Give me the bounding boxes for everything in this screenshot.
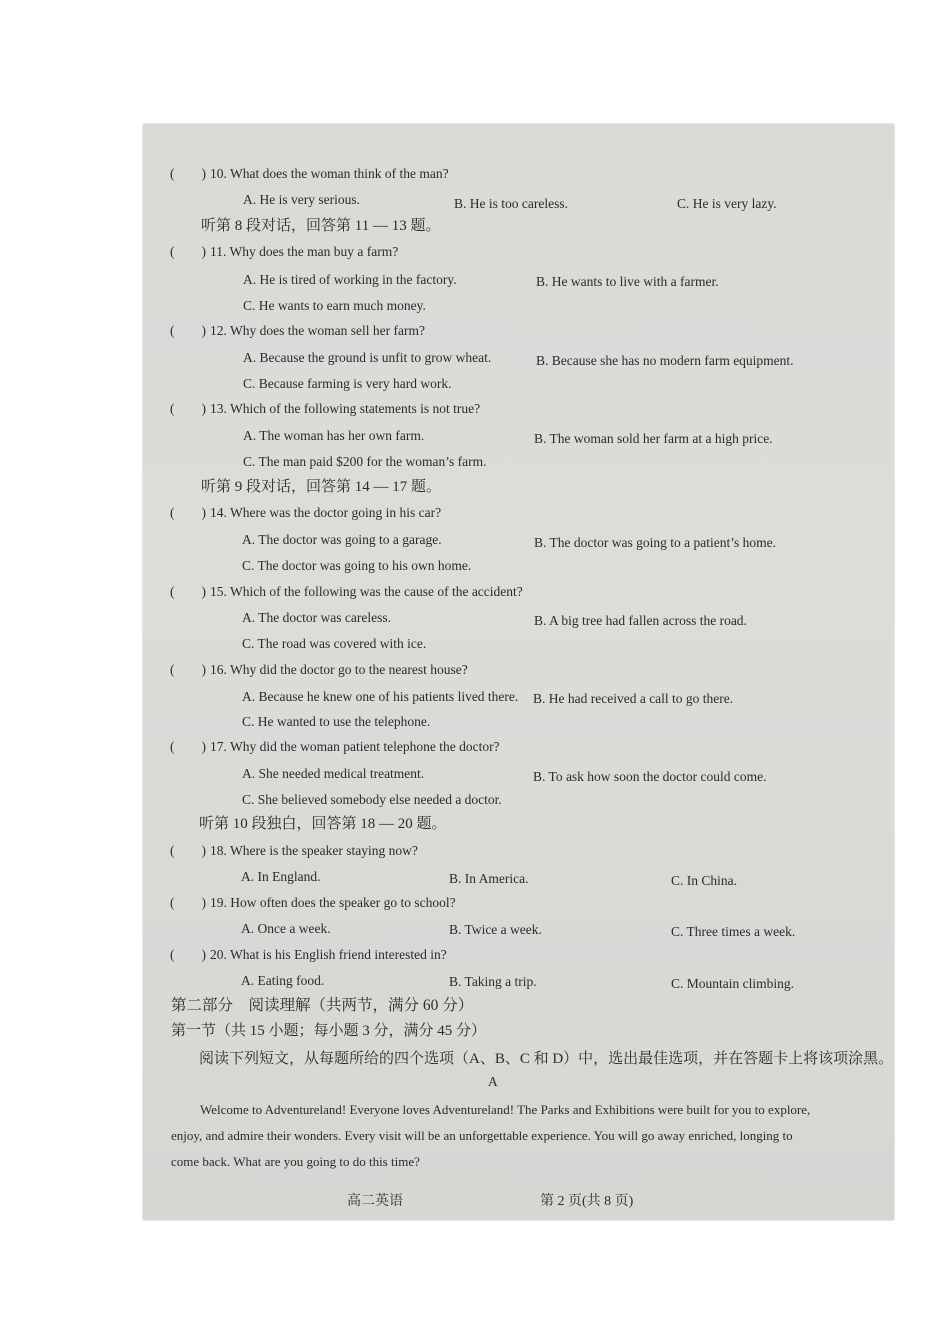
question-number: 14	[210, 505, 224, 520]
question-text: Which of the following statements is not true?	[230, 401, 481, 416]
question-13: ( ) 13. Which of the following statements is not true?	[170, 401, 481, 416]
question-number: 10	[210, 166, 224, 181]
passage-letter: A	[488, 1074, 498, 1089]
answer-blank: ( )	[170, 843, 206, 858]
option-a: A. Because he knew one of his patients lived there.	[242, 689, 519, 704]
option-b: B. Twice a week.	[449, 922, 542, 937]
passage-line: enjoy, and admire their wonders. Every visit will be an unforgettable experience. You will go away enriched, longing to	[171, 1128, 793, 1143]
question-12: ( ) 12. Why does the woman sell her farm?	[170, 323, 425, 338]
question-number: 17	[210, 739, 224, 754]
question-16: ( ) 16. Why did the doctor go to the nearest house?	[170, 662, 468, 677]
option-b: B. He had received a call to go there.	[533, 691, 734, 706]
option-c: C. He wanted to use the telephone.	[242, 714, 431, 729]
option-b: B. Because she has no modern farm equipment.	[536, 353, 794, 368]
footer-page-number: 第 2 页(共 8 页)	[540, 1194, 634, 1209]
answer-blank: ( )	[170, 401, 206, 416]
question-text: Where is the speaker staying now?	[230, 843, 418, 858]
question-text: Why did the woman patient telephone the doctor?	[230, 739, 500, 754]
answer-blank: ( )	[170, 244, 206, 259]
question-text: What is his English friend interested in?	[230, 947, 447, 962]
option-c: C. The man paid $200 for the woman’s farm.	[243, 454, 487, 469]
question-text: Where was the doctor going in his car?	[230, 505, 442, 520]
question-11: ( ) 11. Why does the man buy a farm?	[170, 244, 399, 259]
option-b: B. Taking a trip.	[449, 974, 537, 989]
section-subtitle: 第一节（共 15 小题；每小题 3 分，满分 45 分）	[171, 1023, 487, 1039]
option-b: B. The doctor was going to a patient’s home.	[534, 535, 776, 550]
option-c: C. In China.	[671, 873, 737, 888]
question-number: 12	[210, 323, 224, 338]
question-text: Why does the man buy a farm?	[229, 244, 399, 259]
option-c: C. Three times a week.	[671, 924, 796, 939]
option-c: C. The road was covered with ice.	[242, 636, 427, 651]
section-heading: 听第 9 段对话，回答第 14 — 17 题。	[201, 479, 442, 495]
question-number: 11	[210, 244, 223, 259]
question-number: 18	[210, 843, 224, 858]
option-a: A. She needed medical treatment.	[242, 766, 425, 781]
option-c: C. Because farming is very hard work.	[243, 376, 452, 391]
part-title: 第二部分 阅读理解（共两节，满分 60 分）	[171, 997, 474, 1014]
answer-blank: ( )	[170, 323, 206, 338]
question-text: Which of the following was the cause of the accident?	[230, 584, 523, 599]
instruction: 阅读下列短文，从每题所给的四个选项（A、B、C 和 D）中，选出最佳选项，并在答题卡上将该项涂黑。	[199, 1051, 894, 1067]
question-18: ( ) 18. Where is the speaker staying now?	[170, 843, 418, 858]
question-15: ( ) 15. Which of the following was the cause of the accident?	[170, 584, 523, 599]
question-text: Why does the woman sell her farm?	[230, 323, 425, 338]
option-a: A. In England.	[241, 869, 321, 884]
question-17: ( ) 17. Why did the woman patient telephone the doctor?	[170, 739, 500, 754]
answer-blank: ( )	[170, 662, 206, 677]
question-text: Why did the doctor go to the nearest house?	[230, 662, 468, 677]
option-b: B. The woman sold her farm at a high price.	[534, 431, 773, 446]
footer-subject: 高二英语	[347, 1194, 403, 1209]
option-b: B. He wants to live with a farmer.	[536, 274, 719, 289]
option-a: A. The doctor was careless.	[242, 610, 391, 625]
option-a: A. He is tired of working in the factory.	[243, 272, 457, 287]
answer-blank: ( )	[170, 947, 206, 962]
option-b: B. A big tree had fallen across the road.	[534, 613, 747, 628]
answer-blank: ( )	[170, 505, 206, 520]
option-c: C. Mountain climbing.	[671, 976, 794, 991]
passage-line: Welcome to Adventureland! Everyone loves Adventureland! The Parks and Exhibitions were built for you to explore,	[200, 1102, 811, 1117]
question-20: ( ) 20. What is his English friend interested in?	[170, 947, 447, 962]
section-heading: 听第 8 段对话，回答第 11 — 13 题。	[201, 218, 441, 234]
option-a: A. Because the ground is unfit to grow wheat.	[243, 350, 492, 365]
question-number: 19	[210, 895, 224, 910]
option-a: A. Eating food.	[241, 973, 325, 988]
option-b: B. To ask how soon the doctor could come.	[533, 769, 767, 784]
option-a: A. He is very serious.	[243, 192, 360, 207]
option-a: A. Once a week.	[241, 921, 331, 936]
option-c: C. She believed somebody else needed a doctor.	[242, 792, 502, 807]
question-19: ( ) 19. How often does the speaker go to school?	[170, 895, 456, 910]
section-heading: 听第 10 段独白，回答第 18 — 20 题。	[199, 816, 447, 832]
answer-blank: ( )	[170, 739, 206, 754]
option-b: B. He is too careless.	[454, 196, 568, 211]
question-number: 16	[210, 662, 224, 677]
question-number: 13	[210, 401, 224, 416]
option-b: B. In America.	[449, 871, 529, 886]
question-text: How often does the speaker go to school?	[230, 895, 456, 910]
question-10: ( ) 10. What does the woman think of the man?	[170, 166, 449, 181]
option-a: A. The woman has her own farm.	[243, 428, 425, 443]
answer-blank: ( )	[170, 895, 206, 910]
exam-page	[143, 124, 894, 1220]
question-text: What does the woman think of the man?	[230, 166, 449, 181]
passage-line: come back. What are you going to do this time?	[171, 1154, 420, 1169]
answer-blank: ( )	[170, 584, 206, 599]
question-14: ( ) 14. Where was the doctor going in his car?	[170, 505, 442, 520]
question-number: 20	[210, 947, 224, 962]
option-c: C. He wants to earn much money.	[243, 298, 426, 313]
question-number: 15	[210, 584, 224, 599]
option-a: A. The doctor was going to a garage.	[242, 532, 442, 547]
option-c: C. He is very lazy.	[677, 196, 777, 211]
option-c: C. The doctor was going to his own home.	[242, 558, 472, 573]
answer-blank: ( )	[170, 166, 206, 181]
